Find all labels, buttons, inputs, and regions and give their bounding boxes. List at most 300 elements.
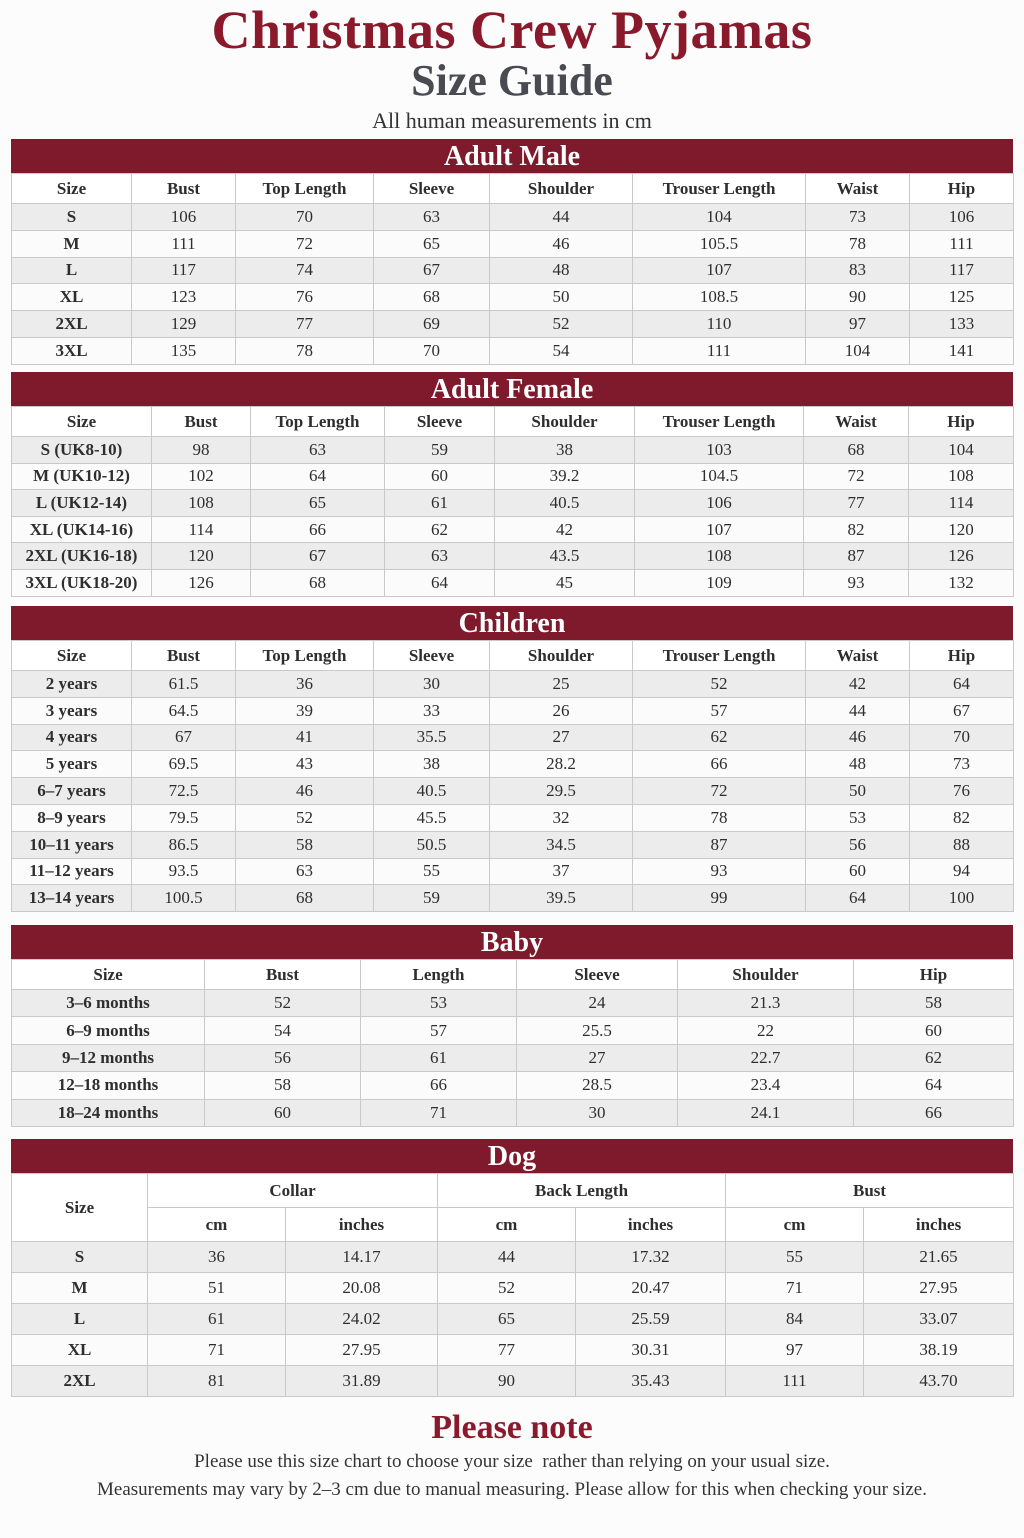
column-group-header: Collar: [148, 1174, 438, 1208]
size-cell: 4 years: [12, 724, 132, 751]
value-cell: 104: [633, 204, 806, 231]
value-cell: 68: [374, 284, 490, 311]
adult-male-table: [11, 173, 1014, 365]
value-cell: 55: [374, 858, 490, 885]
value-cell: 42: [806, 671, 910, 698]
column-header: Hip: [909, 407, 1014, 437]
value-cell: 69.5: [132, 751, 236, 778]
baby-section: [11, 925, 1013, 1127]
value-cell: 107: [633, 257, 806, 284]
value-cell: 44: [490, 204, 633, 231]
value-cell: 93.5: [132, 858, 236, 885]
value-cell: 36: [236, 671, 374, 698]
value-cell: 93: [633, 858, 806, 885]
size-cell: 18–24 months: [12, 1099, 205, 1126]
header-row: [12, 174, 1014, 204]
value-cell: 20.08: [286, 1273, 438, 1304]
size-cell: L: [12, 257, 132, 284]
unit-header: cm: [726, 1208, 864, 1242]
value-cell: 30.31: [576, 1335, 726, 1366]
dog-table: [11, 1173, 1014, 1397]
value-cell: 52: [490, 311, 633, 338]
size-cell: XL: [12, 284, 132, 311]
value-cell: 66: [251, 516, 385, 543]
value-cell: 31.89: [286, 1366, 438, 1397]
value-cell: 117: [910, 257, 1014, 284]
size-cell: 3XL: [12, 337, 132, 364]
value-cell: 54: [205, 1017, 361, 1044]
value-cell: 93: [804, 569, 909, 596]
value-cell: 125: [910, 284, 1014, 311]
value-cell: 54: [490, 337, 633, 364]
value-cell: 68: [251, 569, 385, 596]
value-cell: 17.32: [576, 1242, 726, 1273]
value-cell: 39: [236, 697, 374, 724]
note-title: Please note: [431, 1409, 593, 1446]
value-cell: 66: [361, 1072, 517, 1099]
size-cell: 5 years: [12, 751, 132, 778]
value-cell: 44: [806, 697, 910, 724]
value-cell: 114: [909, 490, 1014, 517]
value-cell: 71: [361, 1099, 517, 1126]
value-cell: 67: [132, 724, 236, 751]
size-cell: 6–9 months: [12, 1017, 205, 1044]
value-cell: 24.02: [286, 1304, 438, 1335]
value-cell: 63: [251, 437, 385, 464]
value-cell: 72: [804, 463, 909, 490]
page-title: Christmas Crew Pyjamas: [211, 0, 813, 60]
value-cell: 105.5: [633, 230, 806, 257]
value-cell: 102: [152, 463, 251, 490]
column-header: Trouser Length: [633, 174, 806, 204]
table-row: [12, 804, 1014, 831]
column-header: Waist: [806, 641, 910, 671]
value-cell: 141: [910, 337, 1014, 364]
column-header: Size: [12, 407, 152, 437]
column-header: Top Length: [236, 174, 374, 204]
section-title-children: Children: [11, 606, 1013, 640]
value-cell: 111: [633, 337, 806, 364]
value-cell: 133: [910, 311, 1014, 338]
value-cell: 84: [726, 1304, 864, 1335]
column-header: Size: [12, 960, 205, 990]
value-cell: 97: [726, 1335, 864, 1366]
value-cell: 72.5: [132, 778, 236, 805]
value-cell: 50: [806, 778, 910, 805]
value-cell: 129: [132, 311, 236, 338]
adult-female-table: [11, 406, 1014, 597]
value-cell: 42: [495, 516, 635, 543]
column-group-header: Bust: [726, 1174, 1014, 1208]
value-cell: 46: [490, 230, 633, 257]
value-cell: 43: [236, 751, 374, 778]
value-cell: 100: [910, 885, 1014, 912]
section-title-baby: Baby: [11, 925, 1013, 959]
size-cell: 8–9 years: [12, 804, 132, 831]
value-cell: 52: [438, 1273, 576, 1304]
table-row: [12, 724, 1014, 751]
value-cell: 104: [806, 337, 910, 364]
column-header: Bust: [132, 641, 236, 671]
value-cell: 74: [236, 257, 374, 284]
value-cell: 104.5: [635, 463, 804, 490]
value-cell: 132: [909, 569, 1014, 596]
size-cell: 2 years: [12, 671, 132, 698]
column-header: Bust: [132, 174, 236, 204]
table-row: [12, 230, 1014, 257]
value-cell: 82: [910, 804, 1014, 831]
table-row: [12, 671, 1014, 698]
value-cell: 52: [633, 671, 806, 698]
value-cell: 108.5: [633, 284, 806, 311]
please-note: [0, 1408, 1024, 1504]
adult-female-section: [11, 372, 1013, 597]
value-cell: 59: [385, 437, 495, 464]
size-cell: S: [12, 1242, 148, 1273]
table-row: [12, 1044, 1014, 1071]
value-cell: 33: [374, 697, 490, 724]
value-cell: 36: [148, 1242, 286, 1273]
value-cell: 67: [910, 697, 1014, 724]
value-cell: 114: [152, 516, 251, 543]
value-cell: 69: [374, 311, 490, 338]
size-cell: 10–11 years: [12, 831, 132, 858]
value-cell: 61: [361, 1044, 517, 1071]
value-cell: 120: [909, 516, 1014, 543]
column-header: Shoulder: [495, 407, 635, 437]
column-header: Hip: [910, 174, 1014, 204]
value-cell: 59: [374, 885, 490, 912]
value-cell: 32: [490, 804, 633, 831]
size-cell: 2XL: [12, 1366, 148, 1397]
value-cell: 60: [854, 1017, 1014, 1044]
table-row: [12, 1099, 1014, 1126]
value-cell: 60: [385, 463, 495, 490]
dog-section: [11, 1139, 1013, 1397]
note-line-2: Measurements may vary by 2–3 cm due to manual measuring. Please allow for this when checking your size.: [97, 1479, 927, 1500]
value-cell: 70: [374, 337, 490, 364]
section-title-dog: Dog: [11, 1139, 1013, 1173]
value-cell: 67: [374, 257, 490, 284]
value-cell: 25.59: [576, 1304, 726, 1335]
value-cell: 51: [148, 1273, 286, 1304]
value-cell: 39.5: [490, 885, 633, 912]
value-cell: 63: [236, 858, 374, 885]
size-cell: M (UK10-12): [12, 463, 152, 490]
value-cell: 64: [806, 885, 910, 912]
column-group-header: Back Length: [438, 1174, 726, 1208]
value-cell: 57: [361, 1017, 517, 1044]
column-header: Shoulder: [490, 641, 633, 671]
value-cell: 110: [633, 311, 806, 338]
size-cell: 13–14 years: [12, 885, 132, 912]
value-cell: 52: [236, 804, 374, 831]
value-cell: 77: [236, 311, 374, 338]
value-cell: 39.2: [495, 463, 635, 490]
value-cell: 56: [205, 1044, 361, 1071]
header-row: [12, 407, 1014, 437]
section-title-adult-male: Adult Male: [11, 139, 1013, 173]
value-cell: 56: [806, 831, 910, 858]
size-cell: 2XL: [12, 311, 132, 338]
value-cell: 66: [854, 1099, 1014, 1126]
value-cell: 87: [633, 831, 806, 858]
column-header: Hip: [910, 641, 1014, 671]
column-header: Sleeve: [517, 960, 678, 990]
value-cell: 87: [804, 543, 909, 570]
value-cell: 60: [806, 858, 910, 885]
value-cell: 24.1: [678, 1099, 854, 1126]
size-cell: L (UK12-14): [12, 490, 152, 517]
column-header: Waist: [804, 407, 909, 437]
value-cell: 25: [490, 671, 633, 698]
value-cell: 27.95: [864, 1273, 1014, 1304]
section-title-adult-female: Adult Female: [11, 372, 1013, 406]
table-row: [12, 490, 1014, 517]
column-header: Size: [12, 641, 132, 671]
value-cell: 48: [806, 751, 910, 778]
value-cell: 22.7: [678, 1044, 854, 1071]
value-cell: 73: [910, 751, 1014, 778]
value-cell: 63: [385, 543, 495, 570]
value-cell: 30: [517, 1099, 678, 1126]
value-cell: 65: [438, 1304, 576, 1335]
value-cell: 37: [490, 858, 633, 885]
column-header: Size: [12, 174, 132, 204]
value-cell: 111: [132, 230, 236, 257]
value-cell: 48: [490, 257, 633, 284]
table-row: [12, 463, 1014, 490]
value-cell: 97: [806, 311, 910, 338]
value-cell: 14.17: [286, 1242, 438, 1273]
size-cell: 3XL (UK18-20): [12, 569, 152, 596]
value-cell: 34.5: [490, 831, 633, 858]
value-cell: 120: [152, 543, 251, 570]
value-cell: 55: [726, 1242, 864, 1273]
size-cell: 9–12 months: [12, 1044, 205, 1071]
value-cell: 50.5: [374, 831, 490, 858]
value-cell: 46: [236, 778, 374, 805]
value-cell: 73: [806, 204, 910, 231]
column-header: Bust: [205, 960, 361, 990]
table-row: [12, 1335, 1014, 1366]
value-cell: 26: [490, 697, 633, 724]
column-header: Top Length: [251, 407, 385, 437]
value-cell: 28.2: [490, 751, 633, 778]
column-header: Length: [361, 960, 517, 990]
value-cell: 24: [517, 990, 678, 1017]
value-cell: 61.5: [132, 671, 236, 698]
value-cell: 117: [132, 257, 236, 284]
value-cell: 81: [148, 1366, 286, 1397]
value-cell: 108: [909, 463, 1014, 490]
unit-header: inches: [864, 1208, 1014, 1242]
value-cell: 71: [726, 1273, 864, 1304]
value-cell: 64: [910, 671, 1014, 698]
value-cell: 21.3: [678, 990, 854, 1017]
page-header: [0, 2, 1024, 136]
children-section: [11, 606, 1013, 912]
units-note: All human measurements in cm: [372, 108, 652, 133]
adult-male-section: [11, 139, 1013, 365]
size-cell: 11–12 years: [12, 858, 132, 885]
value-cell: 25.5: [517, 1017, 678, 1044]
value-cell: 78: [806, 230, 910, 257]
table-row: [12, 858, 1014, 885]
column-header: Waist: [806, 174, 910, 204]
size-cell: XL (UK14-16): [12, 516, 152, 543]
table-row: [12, 284, 1014, 311]
value-cell: 27: [490, 724, 633, 751]
unit-header: inches: [286, 1208, 438, 1242]
column-header: Sleeve: [374, 174, 490, 204]
size-cell: S (UK8-10): [12, 437, 152, 464]
baby-table: [11, 959, 1014, 1127]
value-cell: 65: [251, 490, 385, 517]
value-cell: 22: [678, 1017, 854, 1044]
column-header-size: Size: [12, 1174, 148, 1242]
header-row-groups: [12, 1174, 1014, 1208]
value-cell: 135: [132, 337, 236, 364]
value-cell: 76: [910, 778, 1014, 805]
value-cell: 82: [804, 516, 909, 543]
column-header: Shoulder: [490, 174, 633, 204]
column-header: Trouser Length: [633, 641, 806, 671]
value-cell: 64: [854, 1072, 1014, 1099]
header-row: [12, 641, 1014, 671]
value-cell: 98: [152, 437, 251, 464]
value-cell: 86.5: [132, 831, 236, 858]
value-cell: 108: [635, 543, 804, 570]
value-cell: 65: [374, 230, 490, 257]
value-cell: 106: [132, 204, 236, 231]
size-cell: 3 years: [12, 697, 132, 724]
table-row: [12, 1304, 1014, 1335]
value-cell: 58: [205, 1072, 361, 1099]
size-cell: S: [12, 204, 132, 231]
value-cell: 52: [205, 990, 361, 1017]
value-cell: 104: [909, 437, 1014, 464]
table-row: [12, 990, 1014, 1017]
value-cell: 40.5: [495, 490, 635, 517]
value-cell: 64: [385, 569, 495, 596]
value-cell: 44: [438, 1242, 576, 1273]
table-row: [12, 257, 1014, 284]
value-cell: 41: [236, 724, 374, 751]
value-cell: 64.5: [132, 697, 236, 724]
size-cell: 6–7 years: [12, 778, 132, 805]
table-row: [12, 831, 1014, 858]
value-cell: 78: [236, 337, 374, 364]
value-cell: 100.5: [132, 885, 236, 912]
column-header: Sleeve: [385, 407, 495, 437]
table-row: [12, 311, 1014, 338]
children-table: [11, 640, 1014, 912]
value-cell: 62: [854, 1044, 1014, 1071]
table-row: [12, 885, 1014, 912]
value-cell: 71: [148, 1335, 286, 1366]
value-cell: 62: [385, 516, 495, 543]
table-row: [12, 569, 1014, 596]
value-cell: 109: [635, 569, 804, 596]
value-cell: 90: [438, 1366, 576, 1397]
value-cell: 111: [910, 230, 1014, 257]
value-cell: 50: [490, 284, 633, 311]
size-cell: M: [12, 230, 132, 257]
value-cell: 38: [495, 437, 635, 464]
table-row: [12, 337, 1014, 364]
value-cell: 27.95: [286, 1335, 438, 1366]
value-cell: 99: [633, 885, 806, 912]
value-cell: 57: [633, 697, 806, 724]
value-cell: 40.5: [374, 778, 490, 805]
size-cell: 3–6 months: [12, 990, 205, 1017]
value-cell: 43.70: [864, 1366, 1014, 1397]
value-cell: 70: [910, 724, 1014, 751]
value-cell: 45: [495, 569, 635, 596]
value-cell: 61: [385, 490, 495, 517]
unit-header: cm: [438, 1208, 576, 1242]
page-subtitle: Size Guide: [411, 56, 613, 105]
value-cell: 46: [806, 724, 910, 751]
size-cell: 12–18 months: [12, 1072, 205, 1099]
value-cell: 68: [804, 437, 909, 464]
value-cell: 58: [236, 831, 374, 858]
value-cell: 62: [633, 724, 806, 751]
value-cell: 126: [152, 569, 251, 596]
value-cell: 35.5: [374, 724, 490, 751]
value-cell: 72: [236, 230, 374, 257]
table-row: [12, 778, 1014, 805]
table-row: [12, 1273, 1014, 1304]
value-cell: 77: [804, 490, 909, 517]
value-cell: 76: [236, 284, 374, 311]
size-cell: XL: [12, 1335, 148, 1366]
size-cell: L: [12, 1304, 148, 1335]
table-row: [12, 543, 1014, 570]
value-cell: 29.5: [490, 778, 633, 805]
value-cell: 33.07: [864, 1304, 1014, 1335]
unit-header: cm: [148, 1208, 286, 1242]
value-cell: 123: [132, 284, 236, 311]
value-cell: 38: [374, 751, 490, 778]
value-cell: 88: [910, 831, 1014, 858]
size-cell: 2XL (UK16-18): [12, 543, 152, 570]
column-header: Top Length: [236, 641, 374, 671]
value-cell: 111: [726, 1366, 864, 1397]
table-row: [12, 1017, 1014, 1044]
column-header: Shoulder: [678, 960, 854, 990]
value-cell: 27: [517, 1044, 678, 1071]
column-header: Hip: [854, 960, 1014, 990]
table-row: [12, 1242, 1014, 1273]
value-cell: 77: [438, 1335, 576, 1366]
value-cell: 60: [205, 1099, 361, 1126]
value-cell: 72: [633, 778, 806, 805]
value-cell: 45.5: [374, 804, 490, 831]
value-cell: 30: [374, 671, 490, 698]
column-header: Bust: [152, 407, 251, 437]
note-line-1: Please use this size chart to choose your size rather than relying on your usual size.: [194, 1451, 830, 1472]
header-row: [12, 960, 1014, 990]
value-cell: 68: [236, 885, 374, 912]
column-header: Trouser Length: [635, 407, 804, 437]
unit-header: inches: [576, 1208, 726, 1242]
value-cell: 53: [361, 990, 517, 1017]
value-cell: 21.65: [864, 1242, 1014, 1273]
table-row: [12, 751, 1014, 778]
value-cell: 107: [635, 516, 804, 543]
